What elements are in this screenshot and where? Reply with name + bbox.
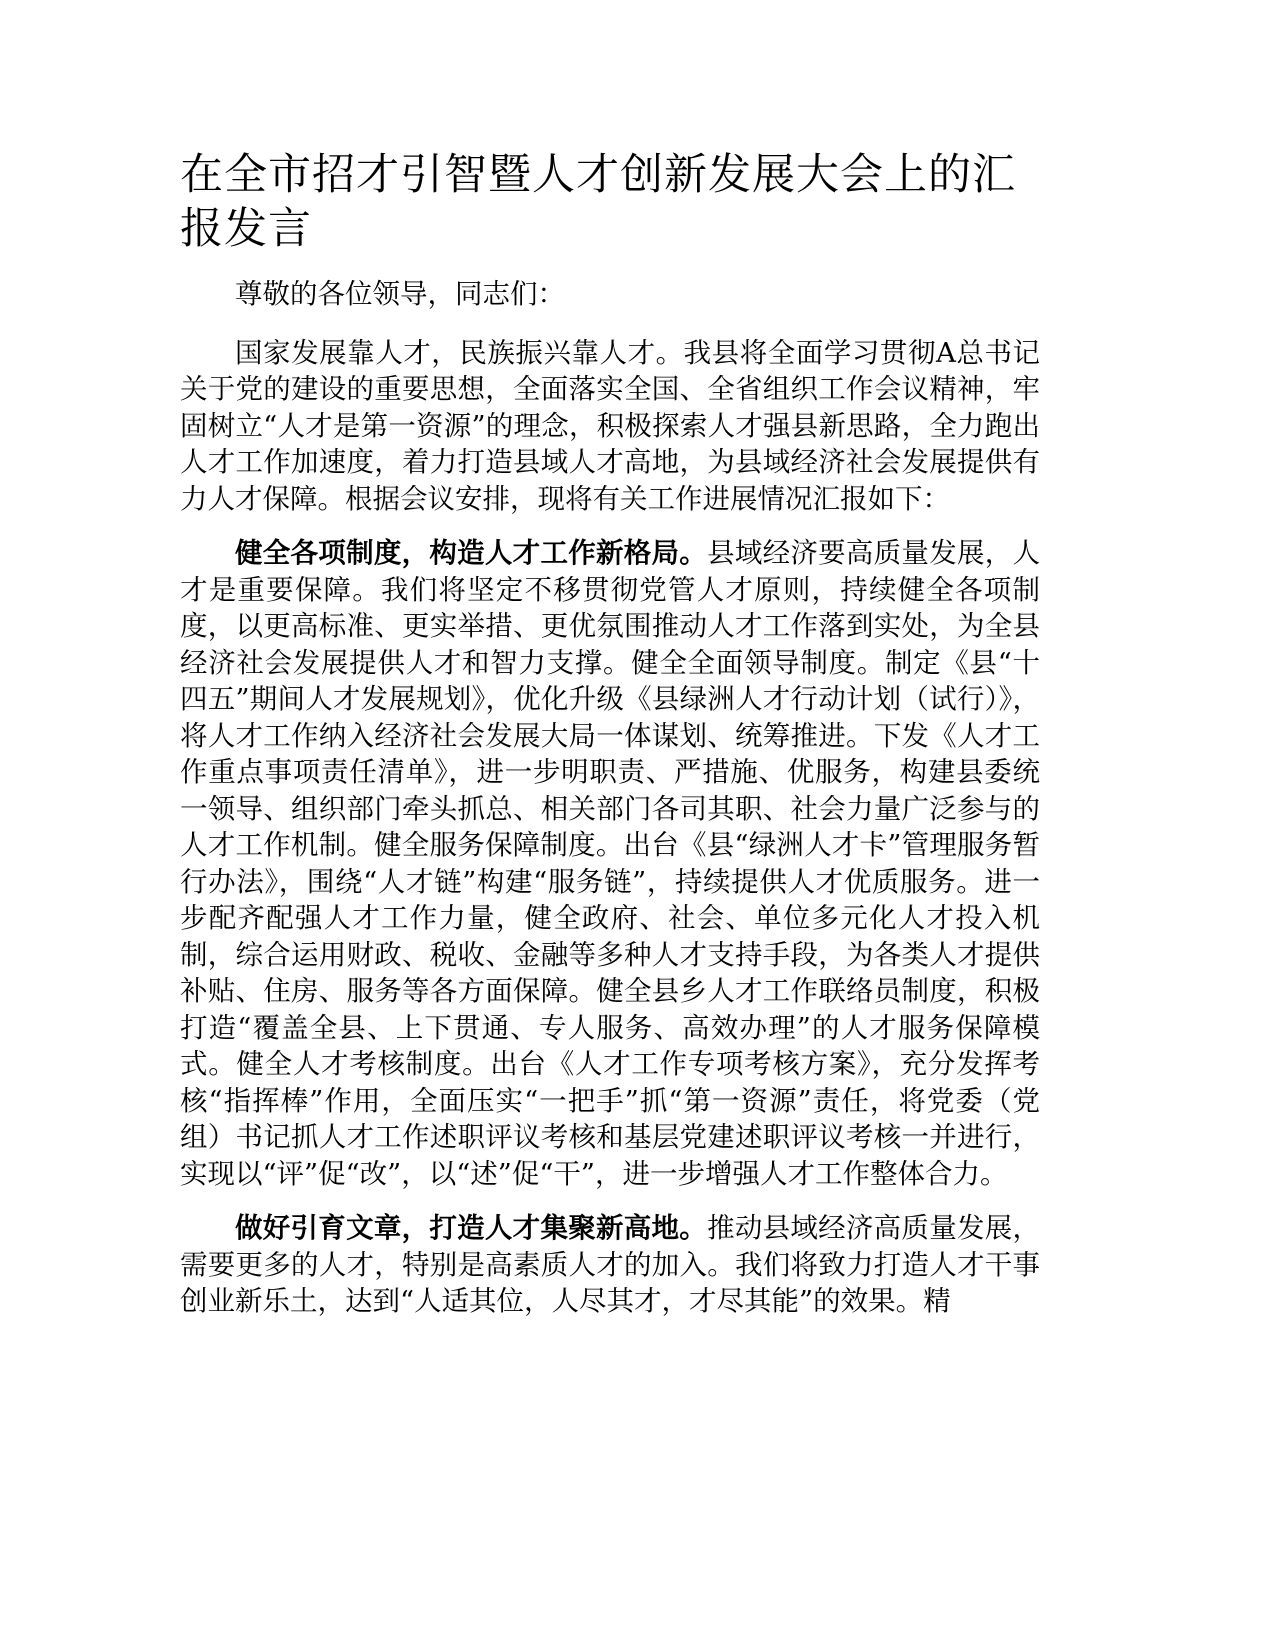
- paragraph-talent-cultivation: [180, 1210, 1040, 1320]
- paragraph-lead: 做好引育文章，打造人才集聚新高地。: [235, 1212, 708, 1244]
- paragraph-intro: [180, 335, 1040, 518]
- document-title: 在全市招才引智暨人才创新发展大会上的汇报发言: [180, 150, 1016, 254]
- paragraph-body: 国家发展靠人才，民族振兴靠人才。我县将全面学习贯彻A总书记关于党的建设的重要思想，全面落实全国、全省组织工作会议精神，牢固树立“人才是第一资源”的理念，积极探索人才强县新思路，全力跑出人才工作加速度，着力打造县域人才高地，为县域经济社会发展提供有力人才保障。根据会议安排，现将有关工作进展情况汇报如下：: [180, 336, 1040, 515]
- document-page: [180, 148, 1040, 1338]
- salutation: 尊敬的各位领导，同志们：: [235, 278, 565, 310]
- paragraph-body: 推动县域经济高质量发展，需要更多的人才，特别是高素质人才的加入。我们将致力打造人才干事创业新乐土，达到“人适其位，人尽其才，才尽其能”的效果。精: [180, 1212, 1041, 1317]
- paragraph-institutions: [180, 535, 1040, 1192]
- paragraph-body: 县域经济要高质量发展，人才是重要保障。我们将坚定不移贯彻党管人才原则，持续健全各项制度，以更高标准、更实举措、更优氛围推动人才工作落到实处，为全县经济社会发展提供人才和智力支撑。健全全面领导制度。制定《县“十四五”期间人才发展规划》，优化升级《县绿洲人才行动计划（试行）》，将人才工作纳入经济社会发展大局一体谋划、统筹推进。下发《人才工作重点事项责任清单》，进一步明职责、严措施、优服务，构建县委统一领导、组织部门牵头抓总、相关部门各司其职、社会力量广泛参与的人才工作机制。健全服务保障制度。出台《县“绿洲人才卡”管理服务暂行办法》，围绕“人才链”构建“服务链”，持续提供人才优质服务。进一步配齐配强人才工作力量，健全政府、社会、单位多元化人才投入机制，综合运用财政、税收、金融等多种人才支持手段，为各类人才提供补贴、住房、服务等各方面保障。健全县乡人才工作联络员制度，积极打造“覆盖全县、上下贯通、专人服务、高效办理”的人才服务保障模式。健全人才考核制度。出台《人才工作专项考核方案》，充分发挥考核“指挥棒”作用，全面压实“一把手”抓“第一资源”责任，将党委（党组）书记抓人才工作述职评议考核和基层党建述职评议考核一并进行，实现以“评”促“改”，以“述”促“干”，进一步增强人才工作整体合力。: [180, 537, 1041, 1190]
- paragraph-lead: 健全各项制度，构造人才工作新格局。: [235, 537, 708, 569]
